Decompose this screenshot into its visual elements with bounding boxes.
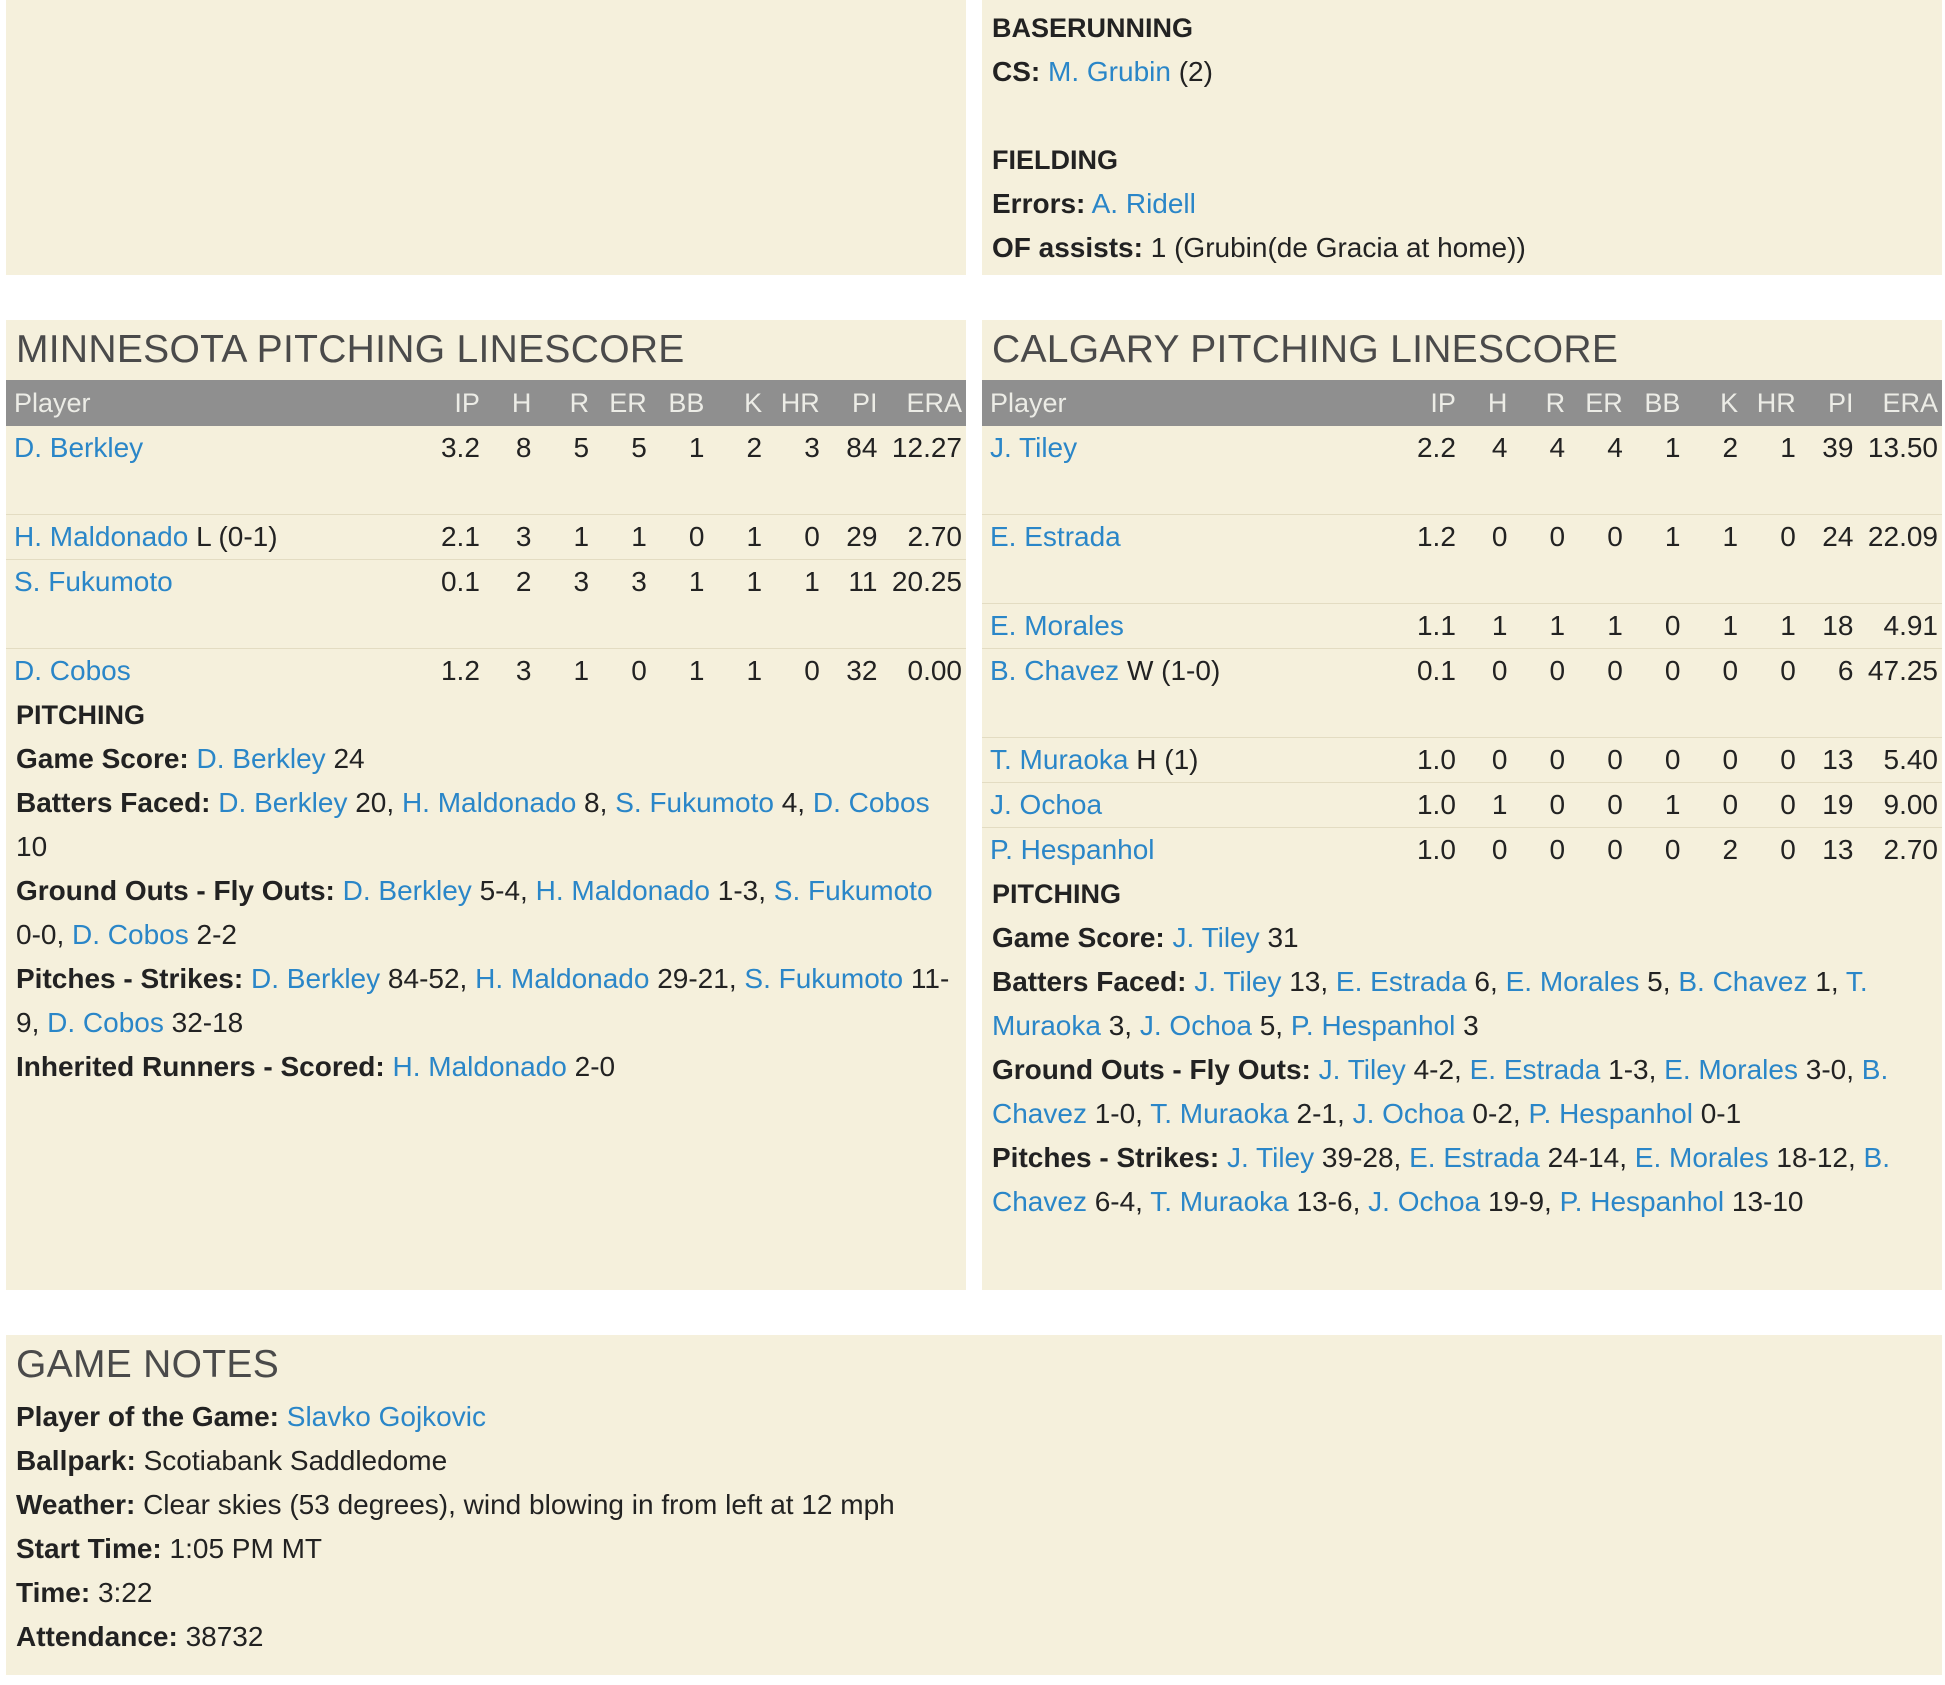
stat-cell-r: 0	[1511, 828, 1569, 873]
stat-cell-k: 1	[708, 515, 766, 560]
potg-player-link[interactable]: Slavko Gojkovic	[286, 1401, 486, 1432]
table-row	[982, 649, 1942, 738]
stat-value	[1165, 922, 1173, 953]
player-link[interactable]: S. Fukumoto	[773, 875, 933, 906]
column-header-player: Player	[6, 380, 420, 426]
cs-count: (2)	[1170, 56, 1213, 87]
pitching-stat-line	[16, 781, 956, 869]
player-link[interactable]: H. Maldonado	[401, 787, 577, 818]
stat-value: 13-6,	[1288, 1186, 1369, 1217]
table-row	[982, 828, 1942, 873]
player-link[interactable]: B. Chavez	[992, 1054, 1889, 1129]
stat-cell-ip: 1.2	[420, 649, 484, 694]
game-time-value: 3:22	[90, 1577, 153, 1608]
minnesota-pitching-panel	[6, 320, 966, 1290]
stat-value: 39-28,	[1314, 1142, 1410, 1173]
stat-cell-hr: 0	[1742, 649, 1800, 738]
stat-cell-h: 0	[1460, 738, 1512, 783]
ballpark-line	[16, 1439, 1932, 1483]
stat-value: 20,	[347, 787, 402, 818]
stat-cell-h: 0	[1460, 515, 1512, 604]
column-header-era: ERA	[881, 380, 966, 426]
column-header-bb: BB	[1627, 380, 1685, 426]
stat-cell-pi: 6	[1800, 649, 1858, 738]
stat-cell-er: 1	[593, 515, 651, 560]
start-time-value: 1:05 PM MT	[161, 1533, 323, 1564]
column-header-hr: HR	[1742, 380, 1800, 426]
table-row	[982, 426, 1942, 515]
stat-cell-r: 5	[573, 432, 590, 463]
stat-cell-bb: 0	[1627, 828, 1685, 873]
player-link[interactable]: J. Tiley	[1172, 922, 1260, 953]
column-header-h: H	[1460, 380, 1512, 426]
stat-cell-era: 2.70	[1857, 828, 1942, 873]
player-link[interactable]: H. Maldonado	[14, 521, 189, 552]
stat-label: Batters Faced:	[992, 966, 1187, 997]
stat-cell-hr: 0	[1742, 828, 1800, 873]
stat-value: 19-9,	[1480, 1186, 1560, 1217]
minnesota-linescore-table	[6, 380, 966, 693]
stat-value: 84-52,	[380, 963, 476, 994]
stat-value	[1219, 1142, 1227, 1173]
player-link[interactable]: S. Fukumoto	[14, 566, 173, 597]
stat-value: 18-12,	[1768, 1142, 1864, 1173]
player-cell	[982, 604, 1396, 649]
minnesota-pitching-notes	[6, 693, 966, 1089]
stat-cell-pi: 39	[1822, 432, 1854, 463]
stat-cell-hr: 1	[766, 560, 824, 649]
stat-value: 1-0,	[1086, 1098, 1151, 1129]
stat-cell-r: 3	[535, 560, 593, 649]
column-header-pi: PI	[1800, 380, 1858, 426]
player-link[interactable]: D. Cobos	[812, 787, 930, 818]
stat-cell-ip: 1.0	[1396, 783, 1460, 828]
stat-value: 2-2	[188, 919, 237, 950]
stat-cell-er: 1	[1569, 604, 1627, 649]
stat-cell-bb: 0	[1627, 738, 1685, 783]
stat-value	[1311, 1054, 1319, 1085]
stat-value: 2-0	[566, 1051, 616, 1082]
stat-value	[243, 963, 251, 994]
calgary-title: CALGARY PITCHING LINESCORE	[992, 328, 1619, 371]
stat-cell-ip: 1.2	[1396, 515, 1460, 604]
player-link[interactable]: J. Ochoa	[1139, 1010, 1252, 1041]
table-row	[6, 560, 966, 649]
player-link[interactable]: S. Fukumoto	[744, 963, 904, 994]
stat-cell-era: 47.25	[1857, 649, 1942, 738]
stat-cell-er: 0	[593, 649, 651, 694]
stat-value: 5,	[1251, 1010, 1291, 1041]
stat-value: 29-21,	[649, 963, 745, 994]
stat-cell-h: 2	[484, 560, 536, 649]
player-cell	[6, 560, 420, 649]
stat-value: 6,	[1466, 966, 1506, 997]
stat-cell-bb: 0	[1627, 604, 1685, 649]
player-link[interactable]: B. Chavez	[992, 1142, 1891, 1217]
player-link[interactable]: D. Berkley	[218, 787, 348, 818]
player-link[interactable]: D. Berkley	[196, 743, 326, 774]
stat-cell-er: 4	[1607, 432, 1623, 463]
stat-cell-er: 5	[631, 432, 647, 463]
errors-line	[992, 182, 1932, 226]
stat-cell-hr: 0	[1742, 738, 1800, 783]
stat-cell-bb: 1	[1664, 432, 1681, 463]
player-link[interactable]: P. Hespanhol	[1290, 1010, 1456, 1041]
cs-player-link[interactable]: M. Grubin	[1048, 56, 1171, 87]
game-time-label: Time:	[16, 1577, 91, 1608]
of-assists-label: OF assists:	[992, 232, 1143, 263]
decision-note: H (1)	[1128, 744, 1199, 775]
stat-cell-era: 9.00	[1857, 783, 1942, 828]
column-header-k: K	[1684, 380, 1742, 426]
player-link[interactable]: P. Hespanhol	[1528, 1098, 1693, 1129]
table-row	[6, 649, 966, 694]
player-link[interactable]: E. Morales	[1634, 1142, 1769, 1173]
column-header-hr: HR	[766, 380, 824, 426]
stat-label: Inherited Runners - Scored:	[16, 1051, 385, 1082]
stat-cell-bb: 0	[651, 515, 709, 560]
game-time-line	[16, 1571, 1932, 1615]
stat-cell-era: 22.09	[1857, 515, 1942, 604]
minnesota-pitching-heading: PITCHING	[16, 700, 146, 730]
pitching-stat-line	[16, 957, 956, 1045]
pitching-stat-line	[16, 737, 956, 781]
weather-line	[16, 1483, 1932, 1527]
stat-cell-ip: 2.1	[420, 515, 484, 560]
stat-cell-hr: 1	[1780, 432, 1796, 463]
stat-cell-k: 2	[746, 432, 763, 463]
stat-cell-r: 1	[535, 649, 593, 694]
baserunning-heading: BASERUNNING	[992, 13, 1194, 43]
stat-cell-k: 2	[1684, 828, 1742, 873]
stat-cell-ip: 2.2	[1416, 432, 1456, 463]
stat-cell-pi: 32	[824, 649, 882, 694]
player-link[interactable]: E. Morales	[1664, 1054, 1798, 1085]
stat-value: 4,	[773, 787, 813, 818]
stat-cell-pi: 24	[1800, 515, 1858, 604]
stat-value	[189, 743, 197, 774]
stat-value: 13,	[1281, 966, 1336, 997]
stat-cell-k: 0	[1684, 783, 1742, 828]
column-header-era: ERA	[1857, 380, 1942, 426]
player-link[interactable]: T. Muraoka	[1150, 1186, 1289, 1217]
calgary-pitching-panel	[982, 320, 1942, 1290]
of-assists-line	[992, 226, 1932, 270]
stat-cell-hr: 0	[1742, 515, 1800, 604]
stat-label: Pitches - Strikes:	[16, 963, 244, 994]
stat-cell-k: 0	[1684, 738, 1742, 783]
player-link[interactable]: E. Morales	[990, 610, 1124, 641]
stat-cell-h: 0	[1460, 649, 1512, 738]
attendance-label: Attendance:	[16, 1621, 178, 1652]
player-link[interactable]: H. Maldonado	[392, 1051, 567, 1082]
stat-cell-bb: 1	[651, 560, 709, 649]
player-cell	[982, 515, 1396, 604]
stat-value: 1-3,	[709, 875, 774, 906]
stat-cell-er: 0	[1569, 828, 1627, 873]
stat-cell-r: 1	[535, 515, 593, 560]
stat-cell-ip: 1.0	[1396, 738, 1460, 783]
stat-value: 2-1,	[1288, 1098, 1353, 1129]
stat-cell-era: 5.40	[1857, 738, 1942, 783]
player-link[interactable]: J. Tiley	[990, 432, 1078, 463]
stat-cell-ip: 0.1	[420, 560, 484, 649]
stat-label: Batters Faced:	[16, 787, 211, 818]
stat-cell-era: 0.00	[881, 649, 966, 694]
player-link[interactable]: B. Chavez	[1678, 966, 1808, 997]
player-link[interactable]: P. Hespanhol	[1559, 1186, 1725, 1217]
stat-value: 1,	[1807, 966, 1846, 997]
stat-value: 1-3,	[1600, 1054, 1665, 1085]
player-cell	[982, 649, 1396, 738]
pitching-stat-line	[992, 1136, 1932, 1224]
player-link[interactable]: S. Fukumoto	[615, 787, 774, 818]
player-link[interactable]: D. Cobos	[14, 655, 131, 686]
column-header-ip: IP	[420, 380, 484, 426]
player-link[interactable]: T. Muraoka	[990, 744, 1129, 775]
player-cell	[6, 649, 420, 694]
stat-label: Pitches - Strikes:	[992, 1142, 1220, 1173]
stat-cell-h: 3	[484, 515, 536, 560]
player-link[interactable]: J. Ochoa	[1352, 1098, 1465, 1129]
stat-value: 13-10	[1724, 1186, 1804, 1217]
stat-cell-er: 3	[593, 560, 651, 649]
player-link[interactable]: H. Maldonado	[535, 875, 710, 906]
player-cell	[6, 426, 420, 515]
ballpark-value: Scotiabank Saddledome	[135, 1445, 448, 1476]
player-cell	[982, 828, 1396, 873]
stat-cell-era: 2.70	[881, 515, 966, 560]
stat-cell-bb: 1	[688, 432, 705, 463]
weather-label: Weather:	[16, 1489, 136, 1520]
player-cell	[982, 783, 1396, 828]
column-header-ip: IP	[1396, 380, 1460, 426]
stat-cell-r: 4	[1549, 432, 1566, 463]
stat-cell-pi: 19	[1800, 783, 1858, 828]
player-link[interactable]: D. Berkley	[250, 963, 381, 994]
stat-cell-pi: 11	[824, 560, 882, 649]
player-link[interactable]: D. Cobos	[72, 919, 189, 950]
stat-cell-k: 1	[1684, 515, 1742, 604]
stat-value: 6-4,	[1086, 1186, 1151, 1217]
game-notes-panel	[6, 1335, 1942, 1675]
decision-note: W (1-0)	[1119, 655, 1221, 686]
stat-cell-ip: 3.2	[440, 432, 480, 463]
stat-value: 32-18	[163, 1007, 244, 1038]
minnesota-header-row	[6, 380, 966, 426]
player-link[interactable]: T. Muraoka	[1150, 1098, 1289, 1129]
stat-value: 3-0,	[1797, 1054, 1862, 1085]
column-header-bb: BB	[651, 380, 709, 426]
stat-value: 0-2,	[1464, 1098, 1529, 1129]
player-link[interactable]: P. Hespanhol	[990, 834, 1155, 865]
calgary-pitching-heading: PITCHING	[992, 879, 1122, 909]
stat-cell-bb: 1	[1627, 783, 1685, 828]
weather-value: Clear skies (53 degrees), wind blowing in from left at 12 mph	[135, 1489, 895, 1520]
stat-cell-bb: 1	[1627, 515, 1685, 604]
player-link[interactable]: E. Estrada	[1469, 1054, 1601, 1085]
stat-value: 5,	[1639, 966, 1679, 997]
stat-cell-h: 4	[1491, 432, 1508, 463]
player-cell	[6, 515, 420, 560]
stat-cell-r: 0	[1511, 738, 1569, 783]
column-header-er: ER	[1569, 380, 1627, 426]
stat-label: Ground Outs - Fly Outs:	[16, 875, 335, 906]
stat-cell-k: 1	[708, 560, 766, 649]
stat-cell-r: 0	[1511, 783, 1569, 828]
stat-cell-k: 0	[1684, 649, 1742, 738]
table-row	[982, 604, 1942, 649]
player-of-game-line	[16, 1395, 1932, 1439]
attendance-line	[16, 1615, 1932, 1659]
player-link[interactable]: T. Muraoka	[992, 966, 1868, 1041]
of-assists-value: 1 (Grubin(de Gracia at home))	[1142, 232, 1526, 263]
column-header-k: K	[708, 380, 766, 426]
stat-cell-hr: 3	[804, 432, 820, 463]
stat-value: 8,	[576, 787, 616, 818]
player-link[interactable]: J. Tiley	[1226, 1142, 1315, 1173]
player-link[interactable]: H. Maldonado	[475, 963, 650, 994]
stat-cell-h: 0	[1460, 828, 1512, 873]
minnesota-title: MINNESOTA PITCHING LINESCORE	[16, 328, 685, 371]
start-time-line	[16, 1527, 1932, 1571]
stat-value: 5-4,	[471, 875, 536, 906]
table-row	[6, 515, 966, 560]
player-link[interactable]: J. Tiley	[1318, 1054, 1406, 1085]
stat-value: 0-0,	[16, 919, 73, 950]
stat-cell-h: 1	[1460, 783, 1512, 828]
errors-label: Errors:	[992, 188, 1086, 219]
stat-cell-er: 0	[1569, 649, 1627, 738]
player-link[interactable]: B. Chavez	[990, 655, 1120, 686]
stat-label: Ground Outs - Fly Outs:	[992, 1054, 1311, 1085]
stat-value: 3	[1455, 1010, 1479, 1041]
stat-value: 24	[325, 743, 365, 774]
baserunning-fielding-panel	[982, 0, 1942, 275]
fielding-heading: FIELDING	[992, 145, 1118, 175]
stat-cell-ip: 0.1	[1396, 649, 1460, 738]
player-link[interactable]: J. Tiley	[1194, 966, 1282, 997]
stat-value	[385, 1051, 393, 1082]
stat-value: 10	[16, 831, 48, 862]
stat-label: Game Score:	[16, 743, 189, 774]
player-link[interactable]: D. Cobos	[47, 1007, 164, 1038]
stat-cell-er: 0	[1569, 738, 1627, 783]
potg-label: Player of the Game:	[16, 1401, 279, 1432]
stat-cell-r: 0	[1511, 649, 1569, 738]
calgary-header-row	[982, 380, 1942, 426]
stat-cell-era: 13.50	[1867, 432, 1938, 463]
player-link[interactable]: E. Estrada	[1409, 1142, 1540, 1173]
stat-cell-pi: 18	[1800, 604, 1858, 649]
player-link[interactable]: D. Berkley	[14, 432, 144, 463]
start-time-label: Start Time:	[16, 1533, 162, 1564]
stat-cell-pi: 84	[846, 432, 878, 463]
stat-value: 4-2,	[1405, 1054, 1470, 1085]
table-row	[982, 783, 1942, 828]
stat-cell-era: 12.27	[891, 432, 962, 463]
stat-cell-hr: 0	[766, 515, 824, 560]
stat-cell-ip: 1.0	[1396, 828, 1460, 873]
stat-cell-er: 0	[1569, 783, 1627, 828]
table-row	[982, 515, 1942, 604]
column-header-er: ER	[593, 380, 651, 426]
calgary-linescore-table	[982, 380, 1942, 872]
stat-cell-k: 2	[1722, 432, 1739, 463]
errors-player-link[interactable]: A. Ridell	[1091, 188, 1196, 219]
player-link[interactable]: J. Ochoa	[1368, 1186, 1481, 1217]
stat-value: 0-1	[1692, 1098, 1742, 1129]
top-left-panel	[6, 0, 966, 275]
table-row	[6, 426, 966, 515]
stat-cell-er: 0	[1569, 515, 1627, 604]
stat-cell-era: 4.91	[1857, 604, 1942, 649]
column-header-h: H	[484, 380, 536, 426]
caught-stealing-line	[992, 50, 1932, 94]
player-link[interactable]: D. Berkley	[342, 875, 472, 906]
player-cell	[982, 738, 1396, 783]
stat-cell-r: 1	[1511, 604, 1569, 649]
stat-value: 31	[1259, 922, 1299, 953]
pitching-stat-line	[16, 1045, 956, 1089]
stat-cell-hr: 0	[766, 649, 824, 694]
pitching-stat-line	[992, 960, 1932, 1048]
calgary-pitching-notes	[982, 872, 1942, 1224]
stat-cell-r: 0	[1511, 515, 1569, 604]
table-row	[982, 738, 1942, 783]
stat-cell-pi: 13	[1800, 738, 1858, 783]
stat-cell-h: 3	[484, 649, 536, 694]
player-cell	[982, 426, 1396, 515]
stat-cell-bb: 1	[651, 649, 709, 694]
column-header-pi: PI	[824, 380, 882, 426]
stat-cell-ip: 1.1	[1396, 604, 1460, 649]
stat-cell-era: 20.25	[881, 560, 966, 649]
pitching-stat-line	[992, 1048, 1932, 1136]
stat-cell-bb: 0	[1627, 649, 1685, 738]
column-header-r: R	[535, 380, 593, 426]
pitching-stat-line	[16, 869, 956, 957]
cs-label: CS:	[992, 56, 1041, 87]
stat-cell-hr: 1	[1742, 604, 1800, 649]
player-link[interactable]: E. Estrada	[1335, 966, 1467, 997]
player-link[interactable]: J. Ochoa	[990, 789, 1103, 820]
stat-value: 3,	[1100, 1010, 1140, 1041]
stat-value	[335, 875, 343, 906]
ballpark-label: Ballpark:	[16, 1445, 136, 1476]
stat-cell-pi: 13	[1800, 828, 1858, 873]
stat-cell-k: 1	[1684, 604, 1742, 649]
column-header-player: Player	[982, 380, 1396, 426]
player-link[interactable]: E. Morales	[1505, 966, 1640, 997]
stat-value: 24-14,	[1539, 1142, 1635, 1173]
player-link[interactable]: E. Estrada	[990, 521, 1121, 552]
stat-value: 11-9,	[16, 963, 950, 1038]
game-notes-title: GAME NOTES	[16, 1343, 280, 1386]
stat-cell-hr: 0	[1742, 783, 1800, 828]
attendance-value: 38732	[177, 1621, 264, 1652]
stat-cell-h: 8	[515, 432, 532, 463]
column-header-r: R	[1511, 380, 1569, 426]
stat-label: Game Score:	[992, 922, 1165, 953]
stat-cell-pi: 29	[824, 515, 882, 560]
stat-cell-h: 1	[1460, 604, 1512, 649]
decision-note: L (0-1)	[188, 521, 278, 552]
stat-cell-k: 1	[708, 649, 766, 694]
pitching-stat-line	[992, 916, 1932, 960]
